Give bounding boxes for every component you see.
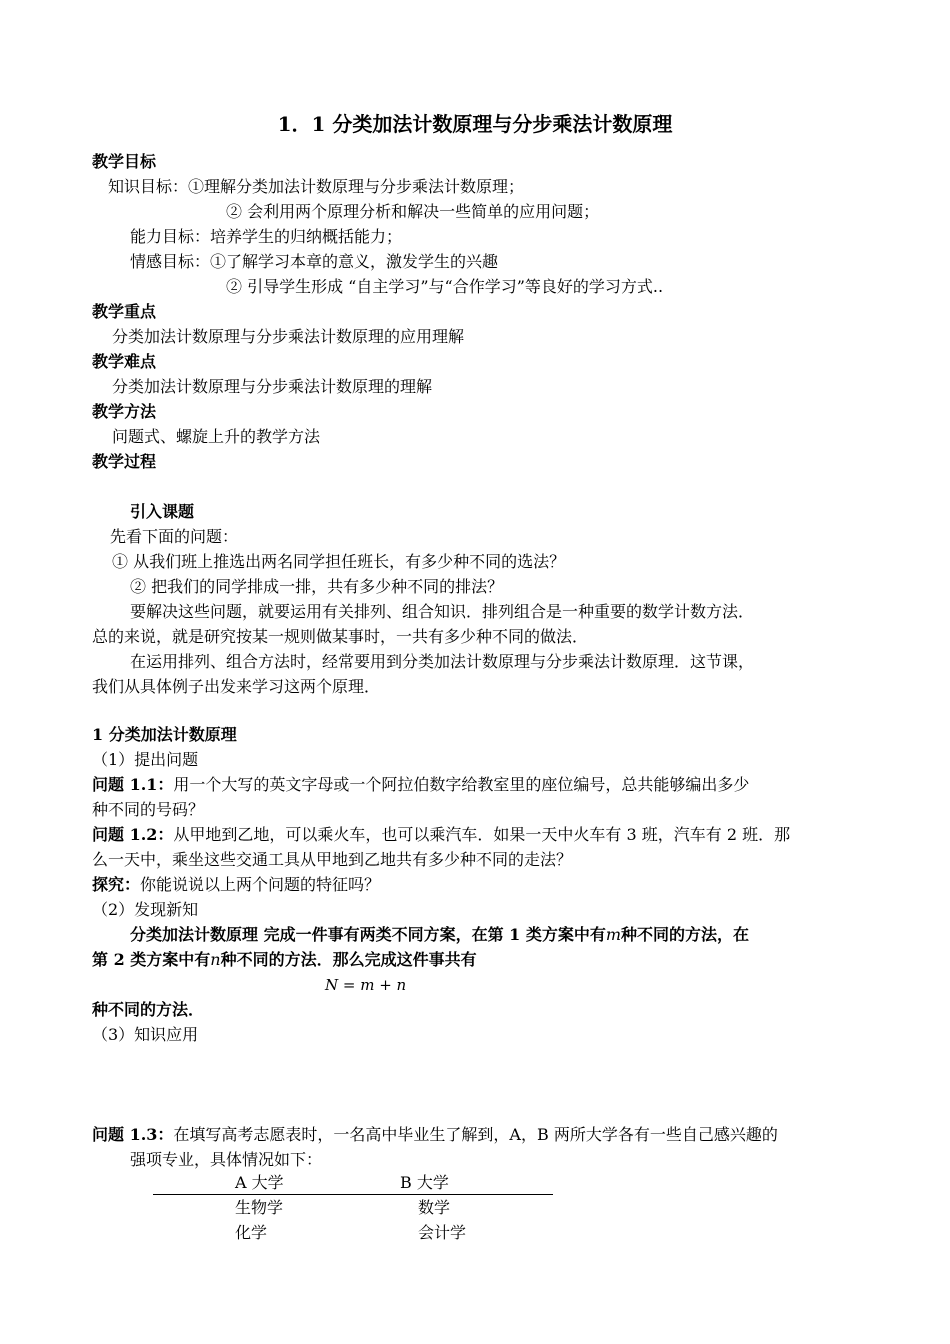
problem-1-3-text: 在填写高考志愿表时，一名高中毕业生了解到，A，B 两所大学各有一些自己感兴趣的 bbox=[173, 1125, 778, 1144]
explore-line bbox=[92, 875, 380, 895]
intro-paragraph-1-line-2: 总的来说，就是研究按某一规则做某事时，一共有多少种不同的做法． bbox=[92, 627, 589, 646]
problem-1-3-continued: 强项专业，具体情况如下： bbox=[130, 1150, 323, 1169]
table-header-b: B 大学 bbox=[400, 1173, 449, 1192]
problem-1-1-text: 用一个大写的英文字母或一个阿拉伯数字给教室里的座位编号，总共能够编出多少 bbox=[173, 775, 750, 794]
problem-1-3-label: 问题 1.3： bbox=[92, 1125, 174, 1144]
section-heading-key-points: 教学重点 bbox=[92, 302, 157, 321]
section-heading-methods: 教学方法 bbox=[92, 402, 157, 421]
intro-paragraph-2-line-1: 在运用排列、组合方法时，经常要用到分类加法计数原理与分步乘法计数原理．这节课， bbox=[130, 652, 755, 671]
principle-line-2 bbox=[92, 950, 477, 970]
table-cell: 化学 bbox=[235, 1223, 268, 1242]
methods-text: 问题式、螺旋上升的教学方法 bbox=[112, 427, 321, 446]
section-heading-difficulties: 教学难点 bbox=[92, 352, 157, 371]
key-points-text: 分类加法计数原理与分步乘法计数原理的应用理解 bbox=[112, 327, 465, 346]
table-header-rule bbox=[153, 1194, 553, 1195]
section-heading-objectives: 教学目标 bbox=[92, 152, 157, 171]
explore-label: 探究： bbox=[92, 875, 141, 894]
section-heading-process: 教学过程 bbox=[92, 452, 157, 471]
problem-1-1 bbox=[92, 775, 749, 795]
intro-paragraph-2-line-2: 我们从具体例子出发来学习这两个原理． bbox=[92, 677, 381, 696]
ability-objective: 能力目标：培养学生的归纳概括能力； bbox=[130, 227, 403, 246]
principle-line-3: 种不同的方法． bbox=[92, 1000, 205, 1019]
table-cell: 会计学 bbox=[418, 1223, 467, 1242]
principle-line-1 bbox=[130, 925, 749, 945]
problem-1-1-label: 问题 1.1： bbox=[92, 775, 174, 794]
step-2-label: （2）发现新知 bbox=[92, 900, 199, 919]
emotion-objective-2: ② 引导学生形成 “自主学习”与“合作学习”等良好的学习方式.. bbox=[226, 277, 664, 296]
intro-lead: 先看下面的问题： bbox=[110, 527, 239, 546]
problem-1-3 bbox=[92, 1125, 778, 1145]
step-3-label: （3）知识应用 bbox=[92, 1025, 199, 1044]
problem-1-2 bbox=[92, 825, 790, 845]
knowledge-objective-2: ② 会利用两个原理分析和解决一些简单的应用问题； bbox=[226, 202, 600, 221]
section-1-heading: 1 分类加法计数原理 bbox=[92, 725, 237, 744]
variable-m: m bbox=[605, 925, 622, 944]
table-header-a: A 大学 bbox=[235, 1173, 284, 1192]
table-cell: 生物学 bbox=[235, 1198, 284, 1217]
knowledge-objective-1: 知识目标：①理解分类加法计数原理与分步乘法计数原理； bbox=[108, 177, 525, 196]
difficulties-text: 分类加法计数原理与分步乘法计数原理的理解 bbox=[112, 377, 433, 396]
intro-paragraph-1-line-1: 要解决这些问题，就要运用有关排列、组合知识．排列组合是一种重要的数学计数方法． bbox=[130, 602, 755, 621]
intro-question-2: ② 把我们的同学排成一排，共有多少种不同的排法？ bbox=[130, 577, 504, 596]
problem-1-2-label: 问题 1.2： bbox=[92, 825, 174, 844]
intro-question-1: ① 从我们班上推选出两名同学担任班长，有多少种不同的选法？ bbox=[112, 552, 566, 571]
intro-heading: 引入课题 bbox=[130, 502, 195, 521]
variable-n: n bbox=[210, 950, 221, 969]
problem-1-2-continued: 么一天中，乘坐这些交通工具从甲地到乙地共有多少种不同的走法？ bbox=[92, 850, 573, 869]
page-title: 1．1 分类加法计数原理与分步乘法计数原理 bbox=[277, 112, 673, 136]
table-cell: 数学 bbox=[418, 1198, 451, 1217]
explore-text: 你能说说以上两个问题的特征吗？ bbox=[140, 875, 381, 894]
emotion-objective-1: 情感目标：①了解学习本章的意义，激发学生的兴趣 bbox=[130, 252, 499, 271]
principle-text-2a: 第 2 类方案中有 bbox=[92, 950, 211, 969]
principle-text-1a: 分类加法计数原理 完成一件事有两类不同方案，在第 1 类方案中有 bbox=[130, 925, 606, 944]
principle-text-1b: 种不同的方法，在 bbox=[621, 925, 750, 944]
problem-1-2-text: 从甲地到乙地，可以乘火车，也可以乘汽车．如果一天中火车有 3 班，汽车有 2 班．那 bbox=[173, 825, 791, 844]
principle-text-2b: 种不同的方法．那么完成这件事共有 bbox=[220, 950, 477, 969]
step-1-label: （1）提出问题 bbox=[92, 750, 199, 769]
problem-1-1-continued: 种不同的号码？ bbox=[92, 800, 205, 819]
formula: N = m + n bbox=[325, 976, 407, 994]
